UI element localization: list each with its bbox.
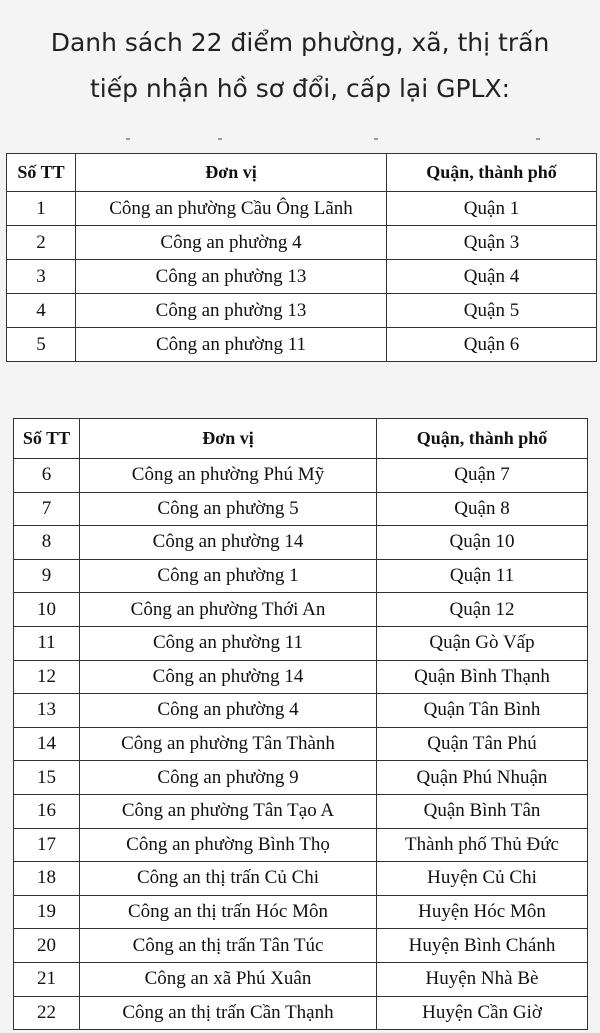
- cell-district: Thành phố Thủ Đức: [377, 828, 588, 862]
- cell-unit: Công an phường 13: [76, 294, 387, 328]
- cell-district: Quận Tân Phú: [377, 727, 588, 761]
- cell-unit: Công an phường 4: [76, 226, 387, 260]
- table-row: [14, 862, 588, 896]
- cell-unit: Công an thị trấn Hóc Môn: [80, 895, 377, 929]
- cell-stt: 1: [7, 192, 76, 226]
- cell-stt: 8: [14, 526, 80, 560]
- cell-stt: 3: [7, 260, 76, 294]
- table-header-row: [7, 154, 597, 192]
- table-row: [14, 727, 588, 761]
- table-row: [7, 192, 597, 226]
- cell-unit: Công an phường 1: [80, 559, 377, 593]
- cell-stt: 19: [14, 895, 80, 929]
- cell-district: Quận 11: [377, 559, 588, 593]
- cell-stt: 16: [14, 794, 80, 828]
- table-row: [14, 929, 588, 963]
- cell-unit: Công an phường Bình Thọ: [80, 828, 377, 862]
- cell-district: Huyện Củ Chi: [377, 862, 588, 896]
- cell-unit: Công an phường 14: [80, 660, 377, 694]
- table-row: [14, 694, 588, 728]
- table-row: [14, 828, 588, 862]
- table-row: [14, 794, 588, 828]
- page-title: [0, 20, 600, 112]
- cell-stt: 17: [14, 828, 80, 862]
- cell-stt: 21: [14, 962, 80, 996]
- cell-unit: Công an phường Cầu Ông Lãnh: [76, 192, 387, 226]
- cell-stt: 13: [14, 694, 80, 728]
- page-edge-marks: [6, 138, 596, 146]
- table-row: [7, 328, 597, 362]
- cell-unit: Công an thị trấn Cần Thạnh: [80, 996, 377, 1030]
- header-stt: Số TT: [14, 419, 80, 459]
- cell-district: Quận 6: [387, 328, 597, 362]
- header-district: Quận, thành phố: [387, 154, 597, 192]
- table-row: [7, 226, 597, 260]
- cell-stt: 7: [14, 492, 80, 526]
- cell-district: Huyện Bình Chánh: [377, 929, 588, 963]
- table-row: [14, 492, 588, 526]
- table-row: [14, 459, 588, 493]
- cell-district: Quận 1: [387, 192, 597, 226]
- cell-stt: 22: [14, 996, 80, 1030]
- cell-unit: Công an phường 4: [80, 694, 377, 728]
- title-line-1: Danh sách 22 điểm phường, xã, thị trấn: [50, 28, 550, 57]
- cell-unit: Công an phường 11: [80, 626, 377, 660]
- cell-district: Quận Gò Vấp: [377, 626, 588, 660]
- table-row: [14, 526, 588, 560]
- cell-stt: 15: [14, 761, 80, 795]
- table-header-row: [14, 419, 588, 459]
- cell-district: Huyện Nhà Bè: [377, 962, 588, 996]
- cell-district: Quận 8: [377, 492, 588, 526]
- title-line-2: tiếp nhận hồ sơ đổi, cấp lại GPLX:: [89, 74, 511, 103]
- cell-stt: 10: [14, 593, 80, 627]
- cell-unit: Công an thị trấn Tân Túc: [80, 929, 377, 963]
- cell-district: Quận Tân Bình: [377, 694, 588, 728]
- cell-stt: 12: [14, 660, 80, 694]
- table-part-2: [13, 418, 588, 1030]
- cell-district: Quận 4: [387, 260, 597, 294]
- cell-stt: 5: [7, 328, 76, 362]
- cell-stt: 14: [14, 727, 80, 761]
- cell-unit: Công an phường 14: [80, 526, 377, 560]
- cell-unit: Công an phường Thới An: [80, 593, 377, 627]
- header-unit: Đơn vị: [76, 154, 387, 192]
- cell-unit: Công an phường Tân Tạo A: [80, 794, 377, 828]
- table-part-1: [6, 153, 597, 362]
- cell-district: Quận Bình Tân: [377, 794, 588, 828]
- cell-unit: Công an phường 13: [76, 260, 387, 294]
- table-row: [14, 593, 588, 627]
- cell-stt: 9: [14, 559, 80, 593]
- cell-stt: 6: [14, 459, 80, 493]
- table-row: [7, 260, 597, 294]
- cell-district: Huyện Hóc Môn: [377, 895, 588, 929]
- cell-unit: Công an phường 9: [80, 761, 377, 795]
- cell-stt: 18: [14, 862, 80, 896]
- cell-stt: 4: [7, 294, 76, 328]
- cell-district: Quận 12: [377, 593, 588, 627]
- cell-unit: Công an phường 5: [80, 492, 377, 526]
- cell-unit: Công an phường Tân Thành: [80, 727, 377, 761]
- table-row: [14, 962, 588, 996]
- table-row: [14, 996, 588, 1030]
- header-district: Quận, thành phố: [377, 419, 588, 459]
- table-row: [7, 294, 597, 328]
- table-row: [14, 761, 588, 795]
- table-row: [14, 626, 588, 660]
- cell-unit: Công an phường Phú Mỹ: [80, 459, 377, 493]
- table-row: [14, 660, 588, 694]
- cell-stt: 11: [14, 626, 80, 660]
- header-unit: Đơn vị: [80, 419, 377, 459]
- cell-district: Quận Bình Thạnh: [377, 660, 588, 694]
- cell-unit: Công an phường 11: [76, 328, 387, 362]
- cell-district: Quận 3: [387, 226, 597, 260]
- table-row: [14, 559, 588, 593]
- cell-stt: 2: [7, 226, 76, 260]
- table-row: [14, 895, 588, 929]
- cell-district: Quận Phú Nhuận: [377, 761, 588, 795]
- cell-unit: Công an thị trấn Củ Chi: [80, 862, 377, 896]
- cell-stt: 20: [14, 929, 80, 963]
- header-stt: Số TT: [7, 154, 76, 192]
- cell-unit: Công an xã Phú Xuân: [80, 962, 377, 996]
- cell-district: Quận 10: [377, 526, 588, 560]
- cell-district: Huyện Cần Giờ: [377, 996, 588, 1030]
- cell-district: Quận 7: [377, 459, 588, 493]
- cell-district: Quận 5: [387, 294, 597, 328]
